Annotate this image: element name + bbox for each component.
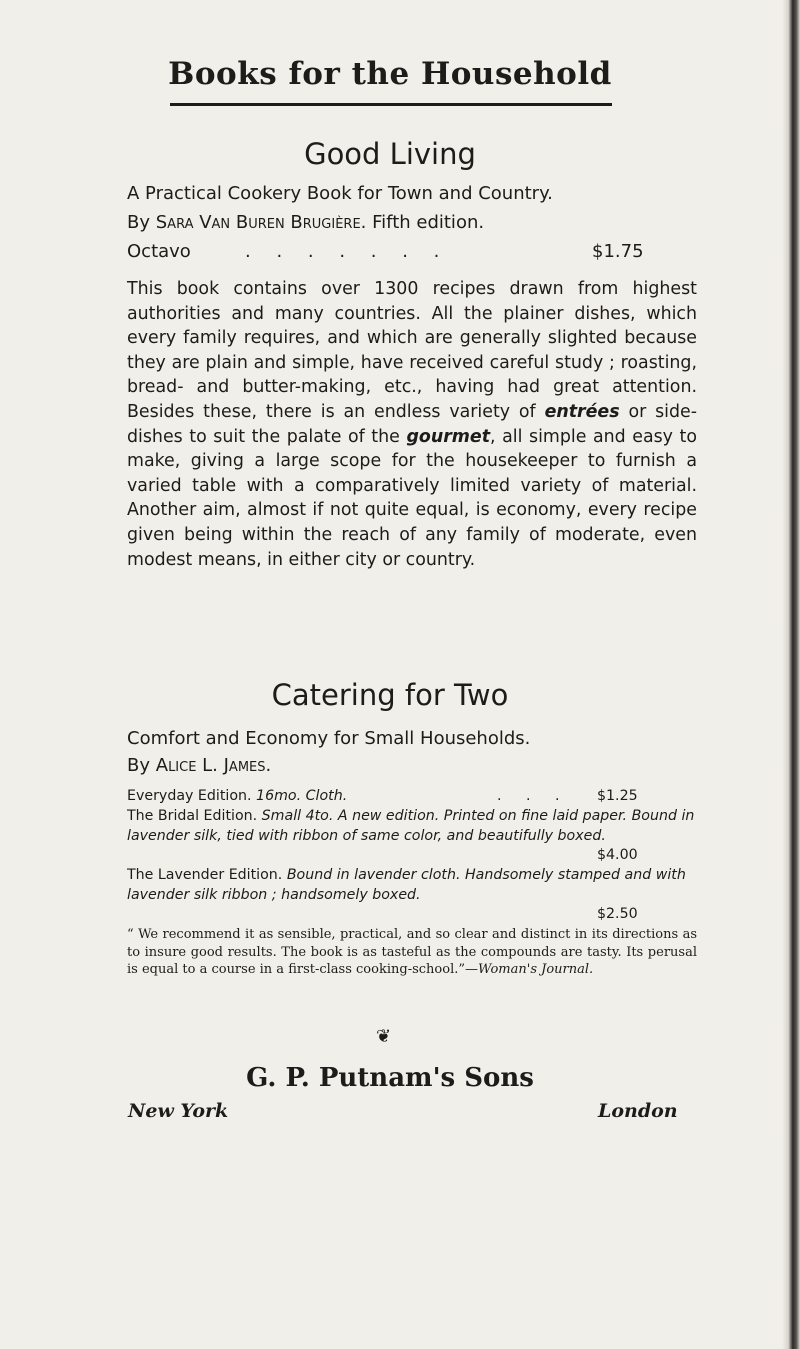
page-header: Books for the Household xyxy=(168,56,612,92)
good-living-price-line xyxy=(127,241,697,262)
byline-prefix: By xyxy=(127,212,151,233)
good-living-subtitle: A Practical Cookery Book for Town and Country. xyxy=(127,183,553,204)
publisher-name: G. P. Putnam's Sons xyxy=(246,1063,534,1093)
leader-dots: . . . . . . . xyxy=(245,241,450,262)
catering-byline: By Alice L. James. xyxy=(127,755,272,776)
page-edge-shadow xyxy=(782,0,800,1349)
good-living-title: Good Living xyxy=(304,137,476,171)
bridal-edition: The Bridal Edition. Small 4to. A new edition. Printed on fine laid paper. Bound in lavender silk, tied with ribbon of same color, and beautifully boxed. $4.00 xyxy=(127,808,695,863)
good-living-description: This book contains over 1300 recipes drawn from highest authorities and many countries. All the plainer dishes, which every family requires, and which are generally slighted because they are plain and simple, have received careful study ; roasting, bread- and butter-making, etc., having had great attention. Besides these, there is an endless variety of entrées or side-dishes to suit the palate of the gourmet, all simple and easy to make, giving a large scope for the housekeeper to furnish a varied table with a comparatively limited variety of material. Another aim, almost if not quite equal, is economy, every recipe given being within the reach of any family of moderate, even modest means, in either city or country. xyxy=(127,279,698,570)
city-new-york: New York xyxy=(128,1100,229,1122)
price: $1.75 xyxy=(592,241,644,262)
city-london: London xyxy=(598,1100,678,1122)
lavender-edition: The Lavender Edition. Bound in lavender cloth. Handsomely stamped and with lavender silk ribbon ; handsomely boxed. $2.50 xyxy=(127,867,686,922)
catering-subtitle: Comfort and Economy for Small Households. xyxy=(127,728,531,749)
edition: Fifth edition. xyxy=(372,212,485,233)
format: Octavo xyxy=(127,241,191,262)
catering-title: Catering for Two xyxy=(271,678,509,712)
author-name: Sara Van Buren Brugière. xyxy=(155,212,367,233)
everyday-edition: Everyday Edition. 16mo. Cloth. . . . $1.25 xyxy=(127,788,638,804)
catering-review: “ We recommend it as sensible, practical, and so clear and distinct in its directions as to insure good results. The book is as tasteful as the compounds are tasty. Its perusal is equal to a course in a first-class cooking-school.”—Woman's Journal. xyxy=(127,927,697,978)
header-rule xyxy=(170,103,612,106)
good-living-byline xyxy=(127,212,484,233)
author-name: Alice L. James. xyxy=(155,755,272,776)
leaf-ornament-icon: ❦ xyxy=(376,1026,392,1047)
